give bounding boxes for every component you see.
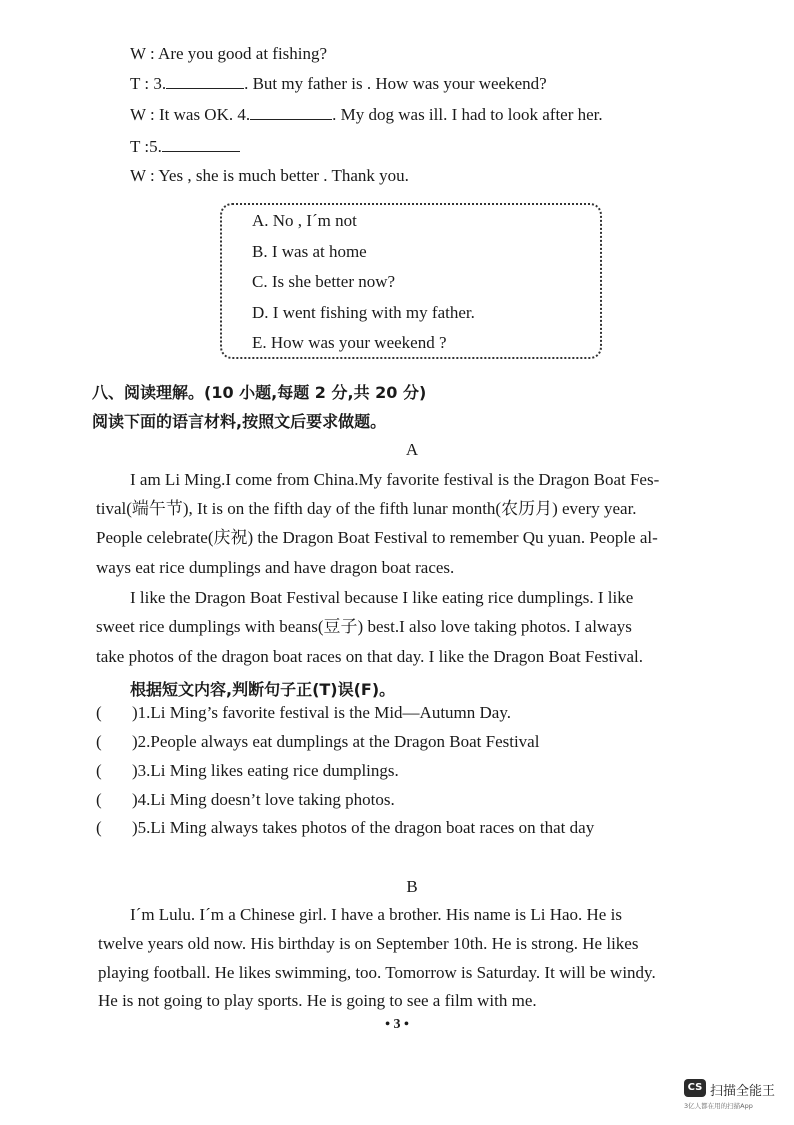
section-instruction: 阅读下面的语言材料,按照文后要求做题。 xyxy=(92,412,387,431)
dialogue-text: Are you good at fishing? xyxy=(158,44,328,63)
dialogue-line-2: T : 3. . But my father is . How was your weekend? xyxy=(130,74,547,93)
speaker: W xyxy=(130,44,146,63)
watermark-name: 扫描全能王 xyxy=(710,1084,776,1099)
passage-a-line-4: ways eat rice dumplings and have dragon boat races. xyxy=(96,558,455,577)
dialogue-text: . But my father is . How was your weekend? xyxy=(244,74,547,93)
passage-a-line-1: I am Li Ming.I come from China.My favorite festival is the Dragon Boat Fes- xyxy=(130,470,660,489)
dialogue-line-3: W : It was OK. 4. . My dog was ill. I had to look after her. xyxy=(130,105,603,124)
option-c: C. Is she better now? xyxy=(252,272,396,291)
passage-a-line-7: take photos of the dragon boat races on that day. I like the Dragon Boat Festival. xyxy=(96,647,643,666)
speaker: W xyxy=(130,166,146,185)
question-text: 3.Li Ming likes eating rice dumplings. xyxy=(137,761,399,780)
question-5: ( )5.Li Ming always takes photos of the dragon boat races on that day xyxy=(96,818,595,837)
speaker: T xyxy=(130,74,141,93)
answer-paren[interactable]: ( xyxy=(96,703,102,722)
passage-b-line-4: He is not going to play sports. He is going to see a film with me. xyxy=(98,991,537,1010)
question-1: ( )1.Li Ming’s favorite festival is the Mid—Autumn Day. xyxy=(96,703,511,722)
dialogue-text: Yes , she is much better . Thank you. xyxy=(158,166,409,185)
option-d: D. I went fishing with my father. xyxy=(252,303,475,322)
dialogue-text: . My dog was ill. I had to look after her. xyxy=(332,105,603,124)
speaker: W xyxy=(130,105,146,124)
option-b: B. I was at home xyxy=(252,242,367,261)
question-3: ( )3.Li Ming likes eating rice dumplings. xyxy=(96,761,399,780)
scanner-watermark xyxy=(684,1079,792,1119)
page-number: • 3 • xyxy=(385,1017,409,1032)
question-text: 1.Li Ming’s favorite festival is the Mid—Autumn Day. xyxy=(137,703,511,722)
answer-paren[interactable]: ( xyxy=(96,761,102,780)
dialogue-line-1: W : Are you good at fishing? xyxy=(130,44,328,63)
passage-a-line-2: tival(端午节), It is on the fifth day of the fifth lunar month(农历月) every year. xyxy=(96,499,637,518)
question-4: ( )4.Li Ming doesn’t love taking photos. xyxy=(96,790,395,809)
answer-paren[interactable]: ( xyxy=(96,732,102,751)
speaker: T xyxy=(130,137,141,156)
blank-number: 3. xyxy=(153,74,167,93)
blank-number: 5. xyxy=(149,137,162,156)
question-2: ( )2.People always eat dumplings at the Dragon Boat Festival xyxy=(96,732,540,751)
passage-b-label: B xyxy=(406,877,418,896)
passage-a-task: 根据短文内容,判断句子正(T)误(F)。 xyxy=(130,680,396,699)
answer-paren[interactable]: ( xyxy=(96,790,102,809)
question-text: 5.Li Ming always takes photos of the dragon boat races on that day xyxy=(137,818,595,837)
watermark-tagline: 3亿人都在用的扫描App xyxy=(684,1102,753,1110)
passage-b-line-2: twelve years old now. His birthday is on September 10th. He is strong. He likes xyxy=(98,934,639,953)
dialogue-line-4: T :5. xyxy=(130,136,240,157)
section-heading: 八、阅读理解。(10 小题,每题 2 分,共 20 分) xyxy=(92,383,427,402)
passage-a-label: A xyxy=(405,440,419,459)
passage-b-line-1: I´m Lulu. I´m a Chinese girl. I have a brother. His name is Li Hao. He is xyxy=(130,905,622,924)
answer-blank-4[interactable] xyxy=(250,104,332,120)
dialogue-line-5: W : Yes , she is much better . Thank you. xyxy=(130,166,409,185)
answer-blank-3[interactable] xyxy=(166,73,244,89)
option-e: E. How was your weekend ? xyxy=(252,333,447,352)
passage-a-line-5: I like the Dragon Boat Festival because I like eating rice dumplings. I like xyxy=(130,588,634,607)
passage-a-line-6: sweet rice dumplings with beans(豆子) best.I also love taking photos. I always xyxy=(96,617,632,636)
blank-number: 4. xyxy=(237,105,251,124)
passage-a-line-3: People celebrate(庆祝) the Dragon Boat Festival to remember Qu yuan. People al- xyxy=(96,528,658,547)
passage-b-line-3: playing football. He likes swimming, too. Tomorrow is Saturday. It will be windy. xyxy=(98,963,656,982)
question-text: 2.People always eat dumplings at the Dragon Boat Festival xyxy=(137,732,540,751)
dialogue-text: It was OK. xyxy=(158,105,238,124)
answer-blank-5[interactable] xyxy=(162,136,240,152)
camscanner-logo-icon: CS xyxy=(684,1079,706,1097)
answer-paren[interactable]: ( xyxy=(96,818,102,837)
question-text: 4.Li Ming doesn’t love taking photos. xyxy=(137,790,395,809)
option-a: A. No , I´m not xyxy=(252,211,357,230)
options-box xyxy=(220,203,602,359)
